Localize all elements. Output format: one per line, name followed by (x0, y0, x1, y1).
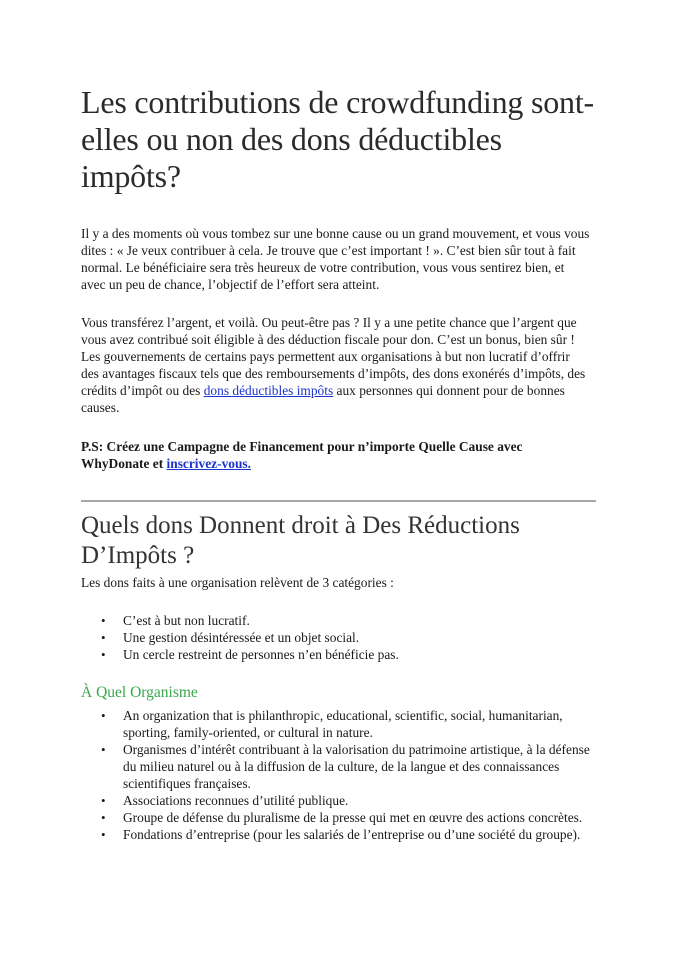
bullet-icon: • (101, 742, 106, 757)
list-item-text: C’est à but non lucratif. (123, 613, 250, 628)
list-item (81, 707, 591, 741)
list-item-text: Un cercle restreint de personnes n’en bénéficie pas. (123, 647, 399, 662)
organisms-list (81, 707, 591, 843)
page-title: Les contributions de crowdfunding sont-elles ou non des dons déductibles impôts? (81, 84, 594, 194)
list-item (81, 826, 591, 843)
list-item-text: Organismes d’intérêt contribuant à la valorisation du patrimoine artistique, à la défense du milieu naturel ou à la diffusion de la culture, de la langue et des connaissances scientifiques françaises. (123, 742, 590, 791)
tax-paragraph-end: aux personnes qui donnent pour de bonnes causes. (81, 383, 565, 415)
list-item-text: Groupe de défense du pluralisme de la presse qui met en œuvre des actions concrètes. (123, 810, 583, 825)
tax-paragraph-text: Vous transférez l’argent, et voilà. Ou peut-être pas ? Il y a une petite chance que l’argent que vous avez contribué soit éligible à des déduction fiscale pour don. C’est un bonus, bien sûr ! Les gouvernements de certains pays permettent aux organisations à but non lucratif d’offrir des avantages fiscaux tels que des remboursements d’impôts, des dons exonérés d’impôts, des crédits d’impôt ou des (81, 315, 586, 398)
tax-paragraph (81, 314, 591, 416)
subheading: À Quel Organisme (81, 684, 198, 701)
section-intro: Les dons faits à une organisation relèvent de 3 catégories : (81, 575, 394, 590)
list-item (81, 646, 591, 663)
bullet-icon: • (101, 647, 106, 662)
list-item (81, 792, 591, 809)
ps-text: P.S: Créez une Campagne de Financement pour n’importe Quelle Cause avec WhyDonate et (81, 439, 523, 471)
list-item (81, 741, 591, 792)
list-item-text: Une gestion désintéressée et un objet social. (123, 630, 360, 645)
categories-list (81, 612, 591, 663)
list-item-text: Associations reconnues d’utilité publique. (123, 793, 349, 808)
list-item (81, 809, 591, 826)
horizontal-divider (81, 500, 596, 502)
list-item (81, 629, 591, 646)
ps-note (81, 438, 591, 472)
bullet-icon: • (101, 708, 106, 723)
list-item-text: An organization that is philanthropic, educational, scientific, social, humanitarian, sporting, family-oriented, or cultural in nature. (123, 708, 563, 740)
signup-link[interactable]: inscrivez-vous. (166, 456, 251, 471)
bullet-icon: • (101, 827, 106, 842)
list-item-text: Fondations d’entreprise (pour les salariés de l’entreprise ou d’une société du groupe). (123, 827, 581, 842)
section-heading: Quels dons Donnent droit à Des Réductions D’Impôts ? (81, 512, 520, 569)
bullet-icon: • (101, 630, 106, 645)
intro-paragraph: Il y a des moments où vous tombez sur une bonne cause ou un grand mouvement, et vous vous dites : « Je veux contribuer à cela. Je trouve que c’est important ! ». C’est bien sûr tout à fait normal. Le bénéficiaire sera très heureux de votre contribution, vous vous sentirez bien, et avec un peu de chance, l’objectif de l’effort sera atteint. (81, 226, 590, 292)
bullet-icon: • (101, 810, 106, 825)
bullet-icon: • (101, 793, 106, 808)
bullet-icon: • (101, 613, 106, 628)
list-item (81, 612, 591, 629)
tax-deductible-link[interactable]: dons déductibles impôts (203, 383, 334, 398)
